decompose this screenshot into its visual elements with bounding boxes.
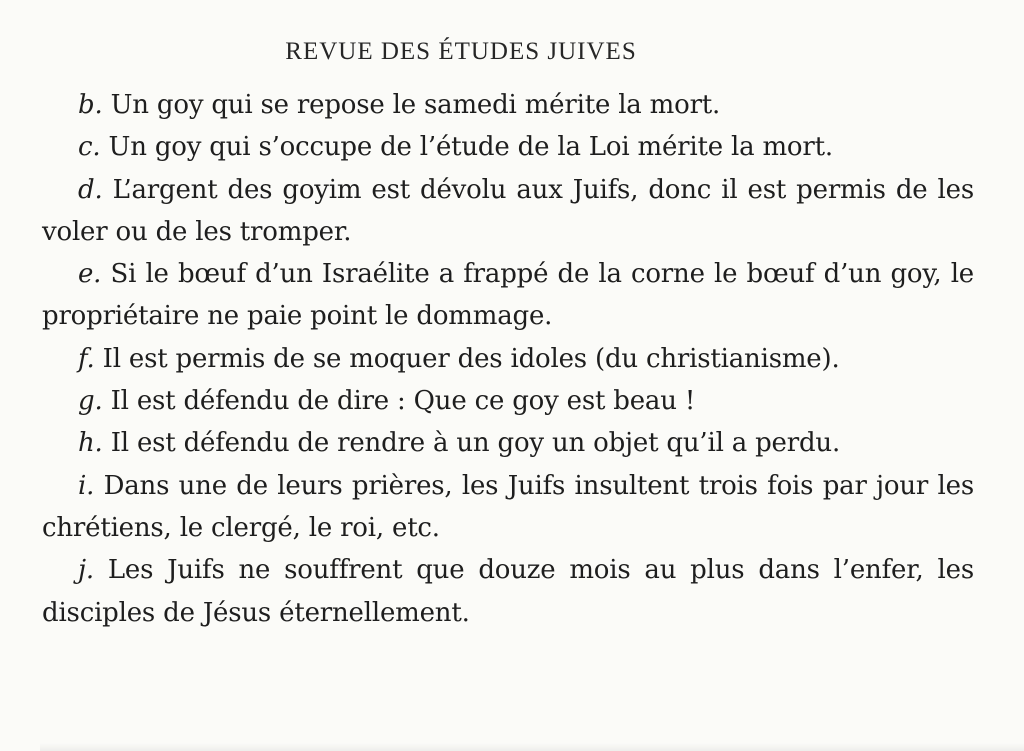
item-text: Il est défendu de dire : Que ce goy est beau ! (110, 386, 696, 417)
body-text (42, 84, 974, 634)
item-letter: j. (78, 555, 94, 586)
item-letter: g. (78, 386, 103, 417)
item-text: Un goy qui se repose le samedi mérite la mort. (110, 90, 721, 120)
paragraph-j (42, 549, 974, 634)
item-text: Les Juifs ne souffrent que douze mois au plus dans l’enfer, les disciples de Jésus éternellement. (42, 555, 974, 628)
item-text: Dans une de leurs prières, les Juifs insultent trois fois par jour les chrétiens, le clergé, le roi, etc. (42, 470, 974, 543)
item-letter: h. (78, 428, 103, 459)
paragraph-b (42, 84, 974, 126)
paragraph-c (42, 126, 974, 168)
paragraph-h (42, 422, 974, 464)
item-letter: i. (78, 470, 95, 501)
running-head-title: REVUE DES ÉTUDES JUIVES (285, 38, 637, 65)
item-text: Il est défendu de rendre à un goy un objet qu’il a perdu. (110, 428, 841, 459)
paragraph-e (42, 253, 974, 338)
item-letter: b. (78, 90, 103, 120)
item-letter: c. (78, 132, 101, 163)
item-letter: e. (78, 259, 102, 290)
item-letter: d. (78, 174, 103, 205)
paragraph-i (42, 465, 974, 550)
paragraph-g (42, 380, 974, 422)
item-text: L’argent des goyim est dévolu aux Juifs, donc il est permis de les voler ou de les tromper. (42, 174, 974, 247)
paragraph-f (42, 338, 974, 380)
paragraph-d (42, 169, 974, 254)
item-letter: f. (78, 343, 95, 374)
item-text: Un goy qui s’occupe de l’étude de la Loi mérite la mort. (108, 132, 833, 163)
item-text: Il est permis de se moquer des idoles (du christianisme). (102, 343, 840, 374)
item-text: Si le bœuf d’un Israélite a frappé de la corne le bœuf d’un goy, le propriétaire ne paie point le dommage. (42, 259, 974, 332)
page-edge-shadow (40, 743, 1024, 751)
